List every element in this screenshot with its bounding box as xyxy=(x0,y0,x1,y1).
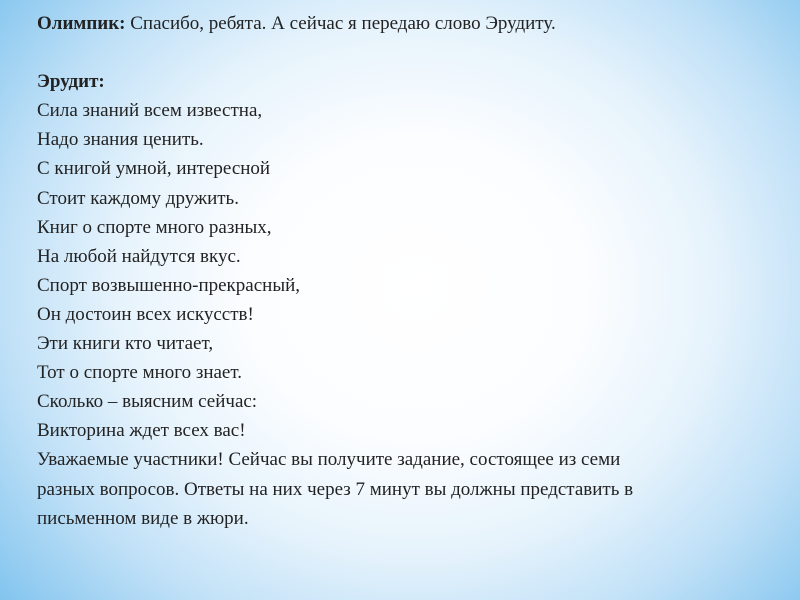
intro-line xyxy=(37,9,757,38)
announcement-line: письменном виде в жюри. xyxy=(37,507,249,529)
verse-line: Сколько – выясним сейчас: xyxy=(37,391,258,413)
verse-line: Книг о спорте много разных, xyxy=(37,216,272,238)
verse-line: Он достоин всех искусств! xyxy=(37,303,254,325)
announcement-line: Уважаемые участники! Сейчас вы получите задание, состоящее из семи xyxy=(37,449,621,471)
verse-line: Надо знания ценить. xyxy=(37,129,204,151)
verse-line: Эти книги кто читает, xyxy=(37,333,214,355)
verse-line: Стоит каждому дружить. xyxy=(37,187,239,209)
verse-line: Сила знаний всем известна, xyxy=(37,100,263,122)
intro-text: Спасибо, ребята. А сейчас я передаю слово Эрудиту. xyxy=(125,13,556,34)
speech-speaker: Эрудит: xyxy=(37,71,105,93)
blank-line xyxy=(37,38,757,67)
slide-text xyxy=(37,9,757,533)
verse-line: Викторина ждет всех вас! xyxy=(37,420,246,442)
intro-speaker: Олимпик: xyxy=(37,13,126,34)
announcement-line: разных вопросов. Ответы на них через 7 минут вы должны представить в xyxy=(37,478,634,500)
verse-line: С книгой умной, интересной xyxy=(37,158,271,180)
verse-line: Спорт возвышенно-прекрасный, xyxy=(37,274,301,296)
verse-line: На любой найдутся вкус. xyxy=(37,245,241,267)
verse-line: Тот о спорте много знает. xyxy=(37,362,242,384)
